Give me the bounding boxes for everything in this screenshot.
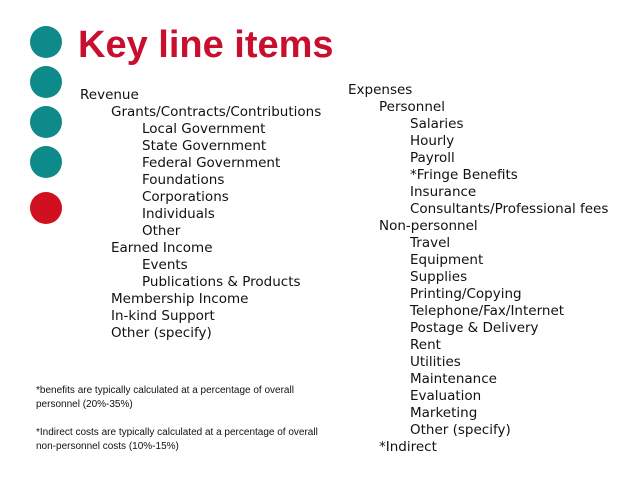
expense-item: Personnel [379, 99, 445, 115]
expense-item: Payroll [410, 150, 455, 166]
revenue-item: Other (specify) [111, 325, 212, 341]
revenue-item: Grants/Contracts/Contributions [111, 104, 322, 120]
revenue-item: Revenue [80, 87, 139, 103]
revenue-list [80, 87, 321, 342]
bullet-dot-3 [30, 106, 62, 138]
expense-item: Insurance [410, 184, 477, 200]
expense-item: Postage & Delivery [410, 320, 539, 336]
expense-item: *Indirect [379, 439, 437, 455]
expense-item: Consultants/Professional fees [410, 201, 609, 217]
revenue-item: Local Government [142, 121, 266, 137]
expense-item: Other (specify) [410, 422, 511, 438]
expenses-list [348, 82, 608, 456]
revenue-item: In-kind Support [111, 308, 215, 324]
expense-item: Marketing [410, 405, 478, 421]
bullet-dot-5 [30, 192, 62, 224]
expense-item: Non-personnel [379, 218, 478, 234]
expense-item: Maintenance [410, 371, 497, 387]
expense-item: Equipment [410, 252, 484, 268]
expense-item: Supplies [410, 269, 468, 285]
expense-item: Evaluation [410, 388, 482, 404]
expense-item: Salaries [410, 116, 464, 132]
revenue-item: Membership Income [111, 291, 249, 307]
revenue-item: Foundations [142, 172, 225, 188]
expense-item: Utilities [410, 354, 461, 370]
expense-item: *Fringe Benefits [410, 167, 518, 183]
bullet-dot-4 [30, 146, 62, 178]
revenue-item: Other [142, 223, 181, 239]
revenue-item: Publications & Products [142, 274, 301, 290]
revenue-item: Earned Income [111, 240, 213, 256]
expense-item: Hourly [410, 133, 455, 149]
revenue-item: Federal Government [142, 155, 281, 171]
revenue-item: Individuals [142, 206, 215, 222]
indirect-note: *Indirect costs are typically calculated at a percentage of overall non-personnel costs (10%-15%) [36, 427, 318, 452]
benefits-note: *benefits are typically calculated at a percentage of overall personnel (20%-35%) [36, 385, 294, 410]
revenue-item: State Government [142, 138, 267, 154]
page-title: Key line items [78, 24, 334, 66]
expense-item: Expenses [348, 82, 413, 98]
expense-item: Rent [410, 337, 441, 353]
expense-item: Printing/Copying [410, 286, 522, 302]
revenue-item: Corporations [142, 189, 229, 205]
bullet-dot-1 [30, 26, 62, 58]
expense-item: Telephone/Fax/Internet [410, 303, 565, 319]
bullet-dot-2 [30, 66, 62, 98]
expense-item: Travel [410, 235, 451, 251]
revenue-item: Events [142, 257, 188, 273]
footnotes [36, 384, 326, 468]
